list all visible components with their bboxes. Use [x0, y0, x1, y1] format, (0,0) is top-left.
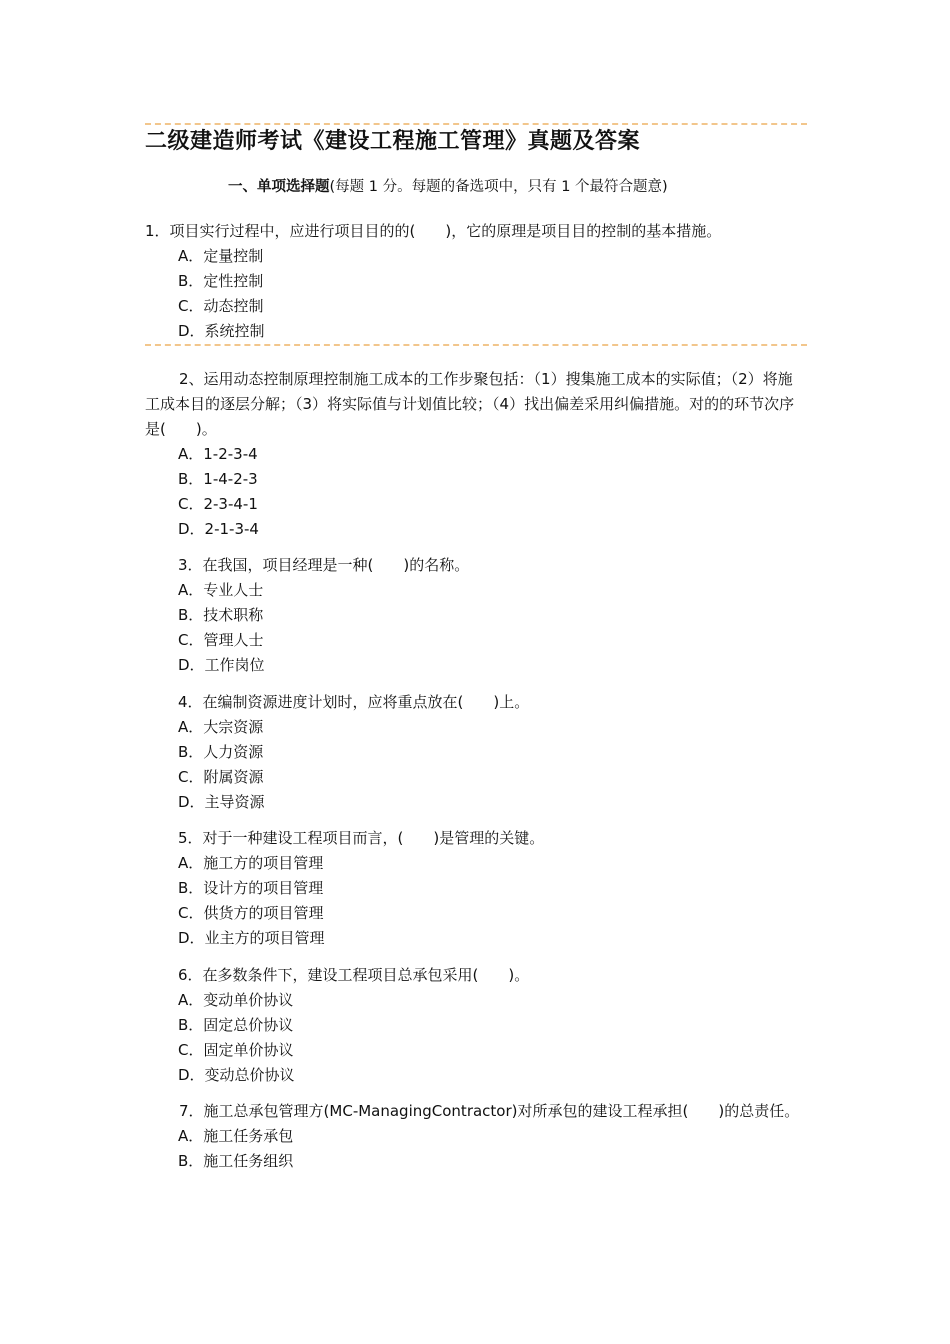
option-b: B．技术职称	[178, 606, 264, 624]
question-number: 4．	[178, 693, 203, 711]
option-b: B．人力资源	[178, 743, 264, 761]
option-c: C．管理人士	[178, 631, 264, 649]
question-text: 施工总承包管理方(MC-ManagingContractor)对所承包的建设工程承担( )的总责任。	[203, 1102, 800, 1120]
question-stem	[178, 690, 807, 715]
question-number: 3．	[178, 556, 203, 574]
option-a: A．变动单价协议	[178, 991, 294, 1009]
question-text: 在多数条件下，建设工程项目总承包采用( )。	[202, 966, 530, 984]
question-stem	[145, 1099, 807, 1124]
question-stem	[145, 219, 807, 244]
question-text: 项目实行过程中，应进行项目目的的( )，它的原理是项目目的控制的基本措施。	[169, 222, 722, 240]
option-d: D．业主方的项目管理	[178, 929, 325, 947]
question-text: 在我国，项目经理是一种( )的名称。	[202, 556, 470, 574]
option-a: A．施工方的项目管理	[178, 854, 324, 872]
question-number: 2、	[179, 370, 204, 388]
option-c: C．动态控制	[178, 297, 264, 315]
mid-dashed-rule	[145, 344, 807, 346]
section-heading-label: 一、单项选择题	[228, 179, 330, 195]
question-number: 5．	[178, 829, 203, 847]
option-c: C．附属资源	[178, 768, 264, 786]
question-text: 对于一种建设工程项目而言，( )是管理的关键。	[202, 829, 545, 847]
question-number: 7．	[179, 1102, 204, 1120]
question-1	[145, 219, 807, 344]
question-text: 运用动态控制原理控制施工成本的工作步聚包括：（1）搜集施工成本的实际值；（2）将施工成本目的逐层分解；（3）将实际值与计划值比较；（4）找出偏差采用纠偏措施。对的的环节次序是( )。	[145, 370, 795, 438]
option-c: C．供货方的项目管理	[178, 904, 324, 922]
option-d: D．工作岗位	[178, 656, 265, 674]
question-stem	[178, 553, 807, 578]
option-c: C．2-3-4-1	[178, 495, 258, 513]
question-stem	[178, 826, 807, 851]
option-d: D．主导资源	[178, 793, 265, 811]
question-3	[178, 553, 807, 678]
option-a: A．专业人士	[178, 581, 264, 599]
option-a: A．大宗资源	[178, 718, 264, 736]
option-d: D．2-1-3-4	[178, 520, 259, 538]
option-b: B．定性控制	[178, 272, 264, 290]
option-a: A．定量控制	[178, 247, 264, 265]
question-number: 6．	[178, 966, 203, 984]
question-stem	[145, 367, 807, 442]
section-heading-note: (每题 1 分。每题的备选项中，只有 1 个最符合题意)	[329, 179, 668, 195]
question-7	[145, 1099, 807, 1174]
option-b: B．1-4-2-3	[178, 470, 258, 488]
section-heading	[228, 175, 668, 196]
option-b: B．施工任务组织	[178, 1152, 294, 1170]
question-6	[178, 963, 807, 1088]
option-d: D．系统控制	[178, 322, 265, 340]
question-5	[178, 826, 807, 951]
question-stem	[178, 963, 807, 988]
option-b: B．设计方的项目管理	[178, 879, 324, 897]
option-a: A．施工任务承包	[178, 1127, 294, 1145]
question-2	[145, 367, 807, 542]
option-c: C．固定单价协议	[178, 1041, 294, 1059]
option-a: A．1-2-3-4	[178, 445, 258, 463]
question-4	[178, 690, 807, 815]
option-b: B．固定总价协议	[178, 1016, 294, 1034]
question-number: 1．	[145, 222, 170, 240]
option-d: D．变动总价协议	[178, 1066, 295, 1084]
document-title: 二级建造师考试《建设工程施工管理》真题及答案	[145, 129, 641, 154]
question-text: 在编制资源进度计划时，应将重点放在( )上。	[202, 693, 530, 711]
